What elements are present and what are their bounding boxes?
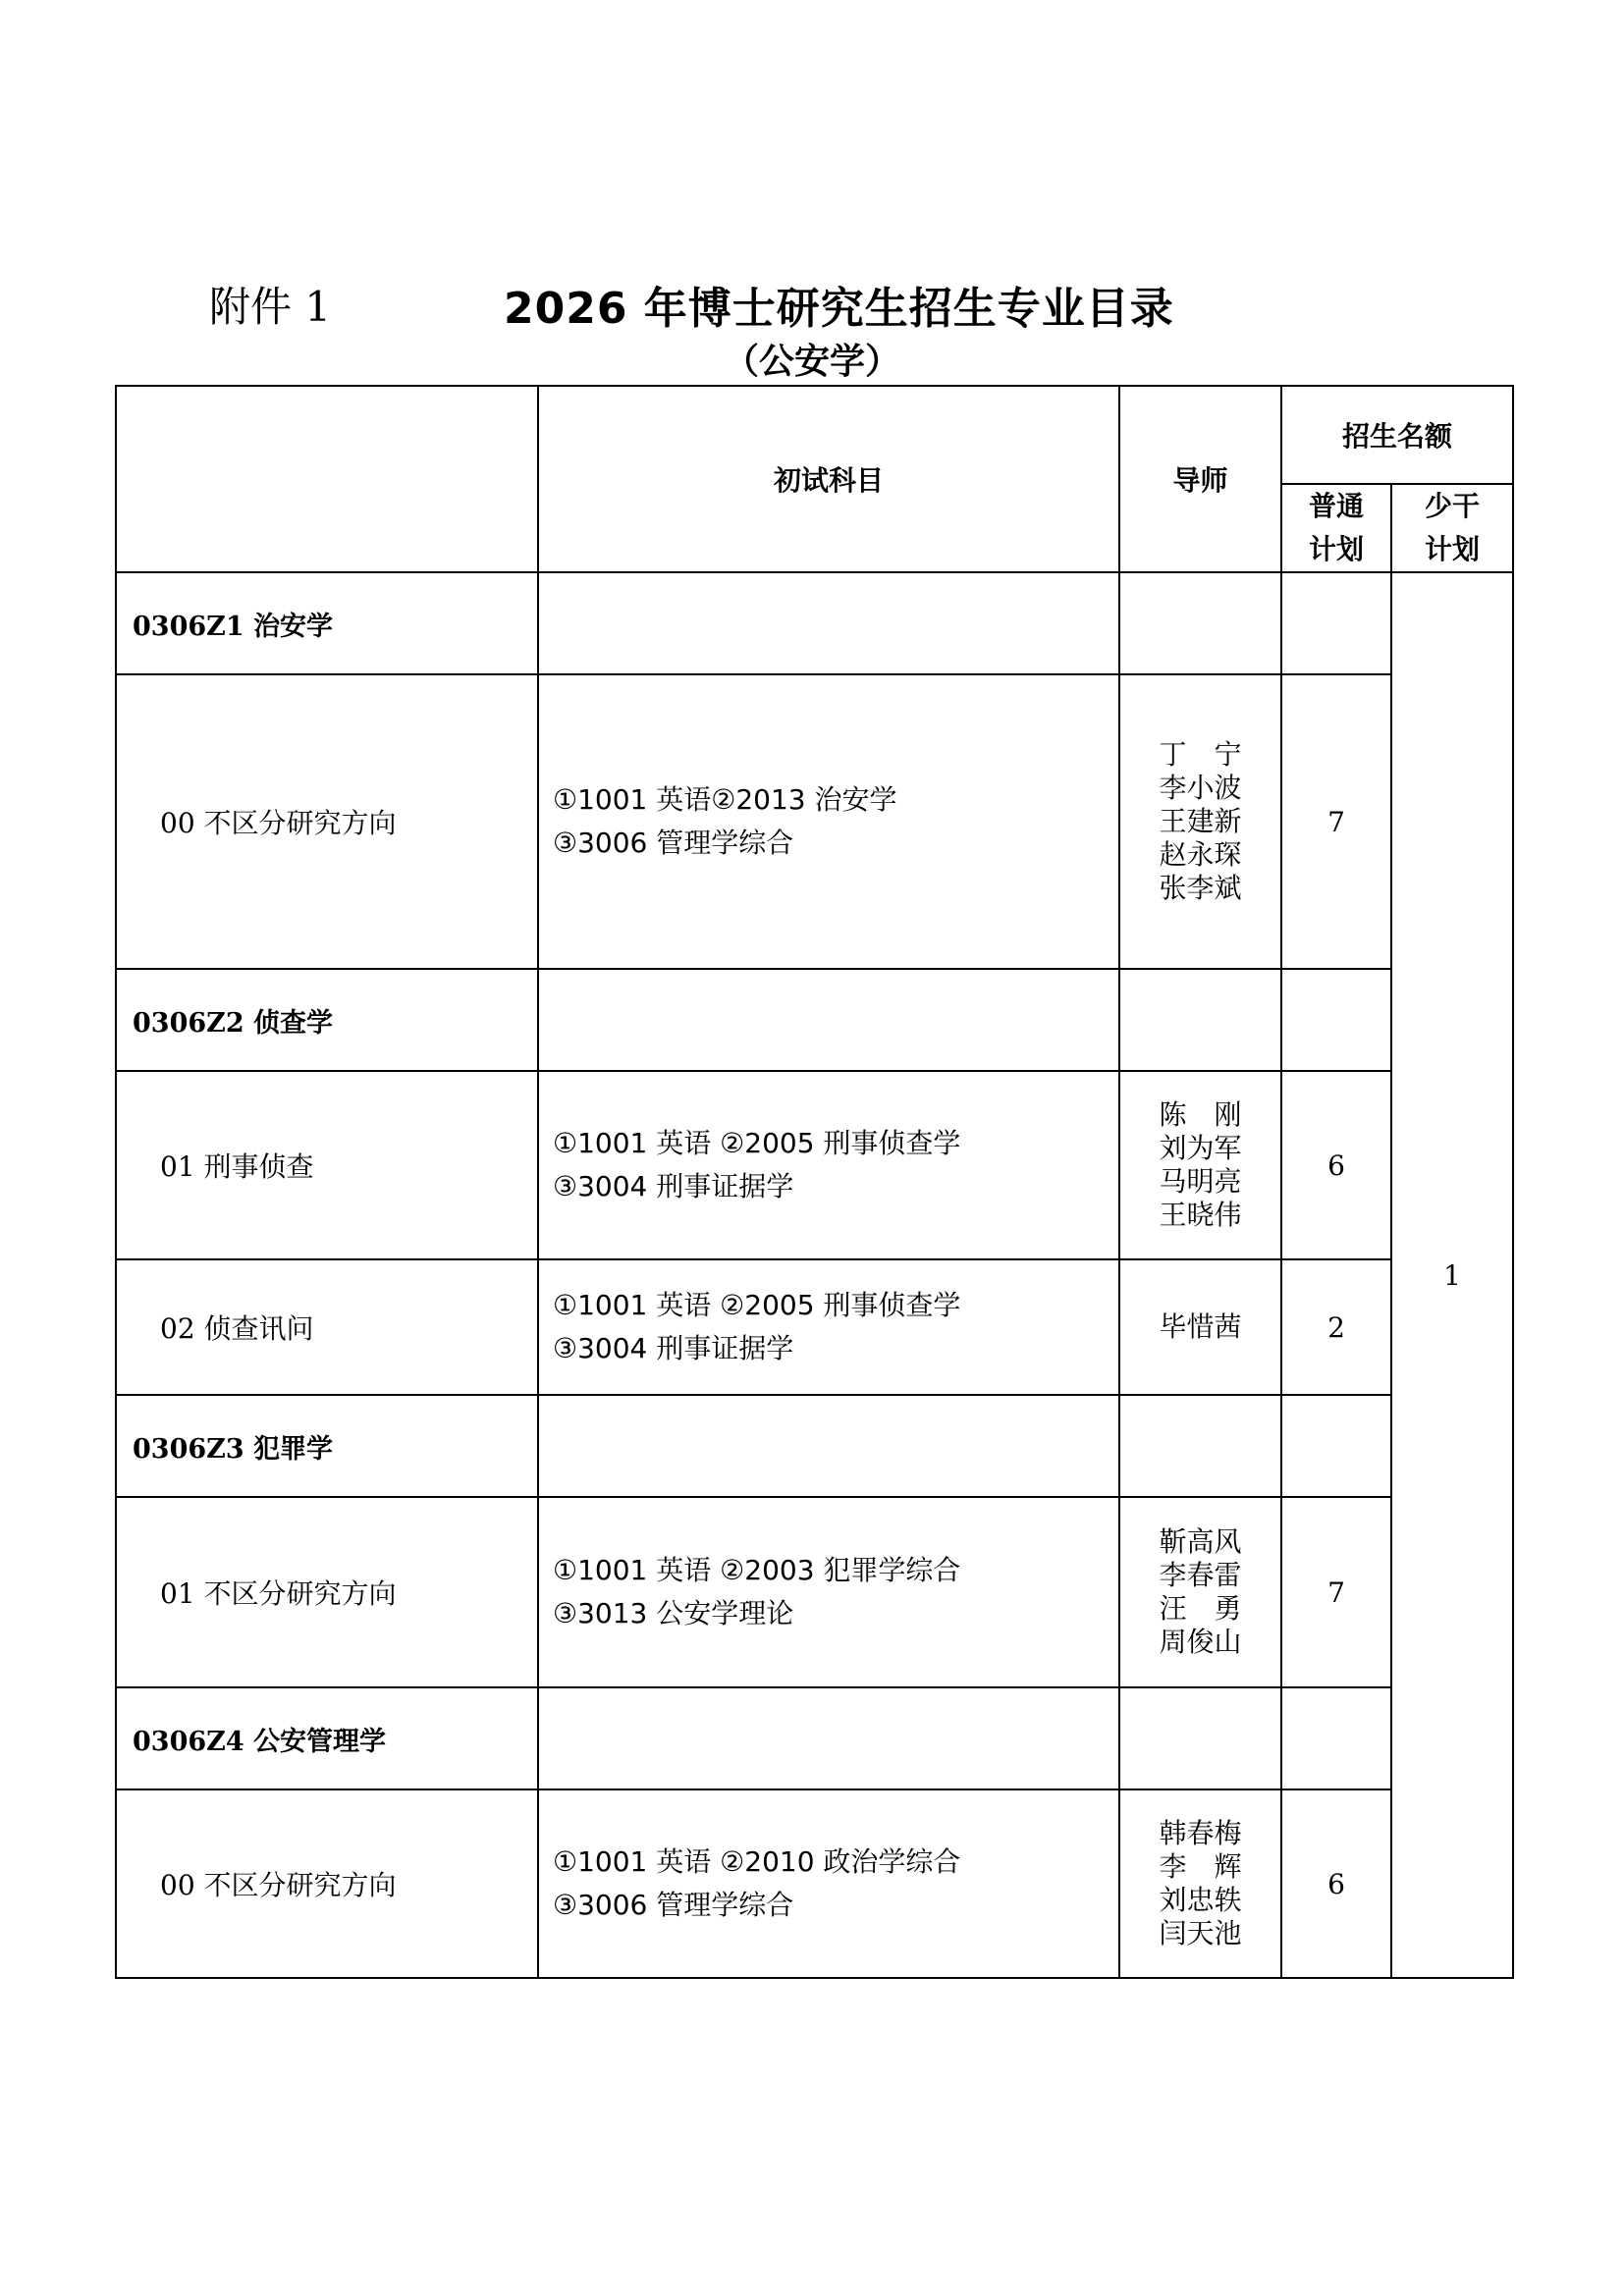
- subjects-cell: [538, 1071, 1119, 1259]
- tutor-name: 靳高风: [1159, 1525, 1242, 1558]
- header-cadre: [1391, 484, 1513, 572]
- subjects-line: ③3004 刑事证据学: [553, 1332, 794, 1364]
- tutor-name: 毕惜茜: [1159, 1310, 1242, 1343]
- direction-name: 侦查讯问: [203, 1312, 314, 1345]
- direction-cell: [116, 1497, 538, 1687]
- empty-cell: [1281, 1395, 1391, 1497]
- empty-cell: [1281, 572, 1391, 674]
- subjects-line: ①1001 英语 ②2010 政治学综合: [553, 1845, 961, 1878]
- empty-cell: [538, 572, 1119, 674]
- tutor-name: 李 辉: [1159, 1850, 1242, 1883]
- tutor-name: 王建新: [1159, 805, 1242, 837]
- regular-quota: 7: [1281, 674, 1391, 969]
- subjects-line: ①1001 英语②2013 治安学: [553, 783, 897, 816]
- header-regular: [1281, 484, 1391, 572]
- page-title: 2026 年博士研究生招生专业目录: [504, 284, 1174, 334]
- direction-name: 不区分研究方向: [203, 1869, 397, 1901]
- cadre-total: 1: [1391, 572, 1513, 1978]
- header-cadre-text: 少干计划: [1425, 490, 1481, 565]
- tutor-name: 李春雷: [1159, 1559, 1242, 1591]
- subjects-cell: [538, 1497, 1119, 1687]
- direction-cell: [116, 1259, 538, 1395]
- tutors-cell: [1119, 1071, 1281, 1259]
- major-name: 治安学: [253, 611, 334, 642]
- catalog-table: [115, 385, 1514, 1979]
- major-code: 0306Z1: [133, 611, 244, 642]
- regular-quota: 2: [1281, 1259, 1391, 1395]
- major-row-title: [116, 572, 538, 674]
- subjects-cell: [538, 674, 1119, 969]
- major-row-title: [116, 1687, 538, 1789]
- empty-cell: [1119, 1687, 1281, 1789]
- tutor-name: 韩春梅: [1159, 1817, 1242, 1849]
- header-subjects: 初试科目: [538, 386, 1119, 572]
- major-name: 公安管理学: [253, 1726, 387, 1757]
- tutor-name: 周俊山: [1159, 1626, 1242, 1658]
- tutor-name: 李小波: [1159, 772, 1242, 804]
- subjects-line: ①1001 英语 ②2005 刑事侦查学: [553, 1127, 961, 1159]
- empty-cell: [538, 1687, 1119, 1789]
- page-subtitle: （公安学）: [723, 342, 900, 382]
- tutor-name: 刘忠轶: [1159, 1884, 1242, 1916]
- major-name: 犯罪学: [253, 1433, 334, 1465]
- empty-cell: [538, 969, 1119, 1071]
- direction-num: 02: [160, 1312, 195, 1345]
- direction-num: 00: [160, 807, 195, 839]
- empty-cell: [1281, 1687, 1391, 1789]
- subjects-line: ①1001 英语 ②2005 刑事侦查学: [553, 1289, 961, 1321]
- direction-num: 01: [160, 1150, 195, 1183]
- subjects-line: ③3006 管理学综合: [553, 1889, 794, 1921]
- major-code: 0306Z3: [133, 1433, 244, 1465]
- tutors-cell: [1119, 1259, 1281, 1395]
- tutor-name: 张李斌: [1159, 872, 1242, 904]
- subjects-line: ①1001 英语 ②2003 犯罪学综合: [553, 1554, 961, 1586]
- subjects-line: ③3006 管理学综合: [553, 827, 794, 859]
- tutor-name: 闫天池: [1159, 1917, 1242, 1949]
- major-code: 0306Z2: [133, 1007, 244, 1039]
- tutor-name: 王晓伟: [1159, 1199, 1242, 1231]
- direction-cell: [116, 1071, 538, 1259]
- header-tutors: 导师: [1119, 386, 1281, 572]
- empty-cell: [538, 1395, 1119, 1497]
- header-quota: 招生名额: [1281, 386, 1513, 484]
- tutors-cell: [1119, 1497, 1281, 1687]
- tutor-name: 丁 宁: [1159, 738, 1242, 771]
- subjects-cell: [538, 1789, 1119, 1978]
- direction-cell: [116, 1789, 538, 1978]
- major-name: 侦查学: [253, 1007, 334, 1039]
- tutors-cell: [1119, 1789, 1281, 1978]
- major-code: 0306Z4: [133, 1726, 244, 1757]
- header-regular-text: 普通计划: [1308, 490, 1364, 565]
- tutor-name: 马明亮: [1159, 1165, 1242, 1198]
- direction-cell: [116, 674, 538, 969]
- direction-name: 不区分研究方向: [203, 1577, 397, 1610]
- regular-quota: 6: [1281, 1071, 1391, 1259]
- empty-cell: [1119, 1395, 1281, 1497]
- attachment-label: 附件 1: [209, 283, 332, 331]
- regular-quota: 7: [1281, 1497, 1391, 1687]
- empty-cell: [1119, 969, 1281, 1071]
- regular-quota: 6: [1281, 1789, 1391, 1978]
- subjects-line: ③3013 公安学理论: [553, 1597, 794, 1629]
- major-row-title: [116, 1395, 538, 1497]
- direction-num: 00: [160, 1869, 195, 1901]
- subjects-cell: [538, 1259, 1119, 1395]
- tutors-cell: [1119, 674, 1281, 969]
- direction-name: 刑事侦查: [203, 1150, 314, 1183]
- tutor-name: 陈 刚: [1159, 1098, 1242, 1131]
- direction-num: 01: [160, 1577, 195, 1610]
- subjects-line: ③3004 刑事证据学: [553, 1170, 794, 1202]
- header-blank-cell: [116, 386, 538, 572]
- tutor-name: 赵永琛: [1159, 838, 1242, 871]
- tutor-name: 刘为军: [1159, 1132, 1242, 1164]
- direction-name: 不区分研究方向: [203, 807, 397, 839]
- major-row-title: [116, 969, 538, 1071]
- empty-cell: [1281, 969, 1391, 1071]
- tutor-name: 汪 勇: [1159, 1592, 1242, 1625]
- empty-cell: [1119, 572, 1281, 674]
